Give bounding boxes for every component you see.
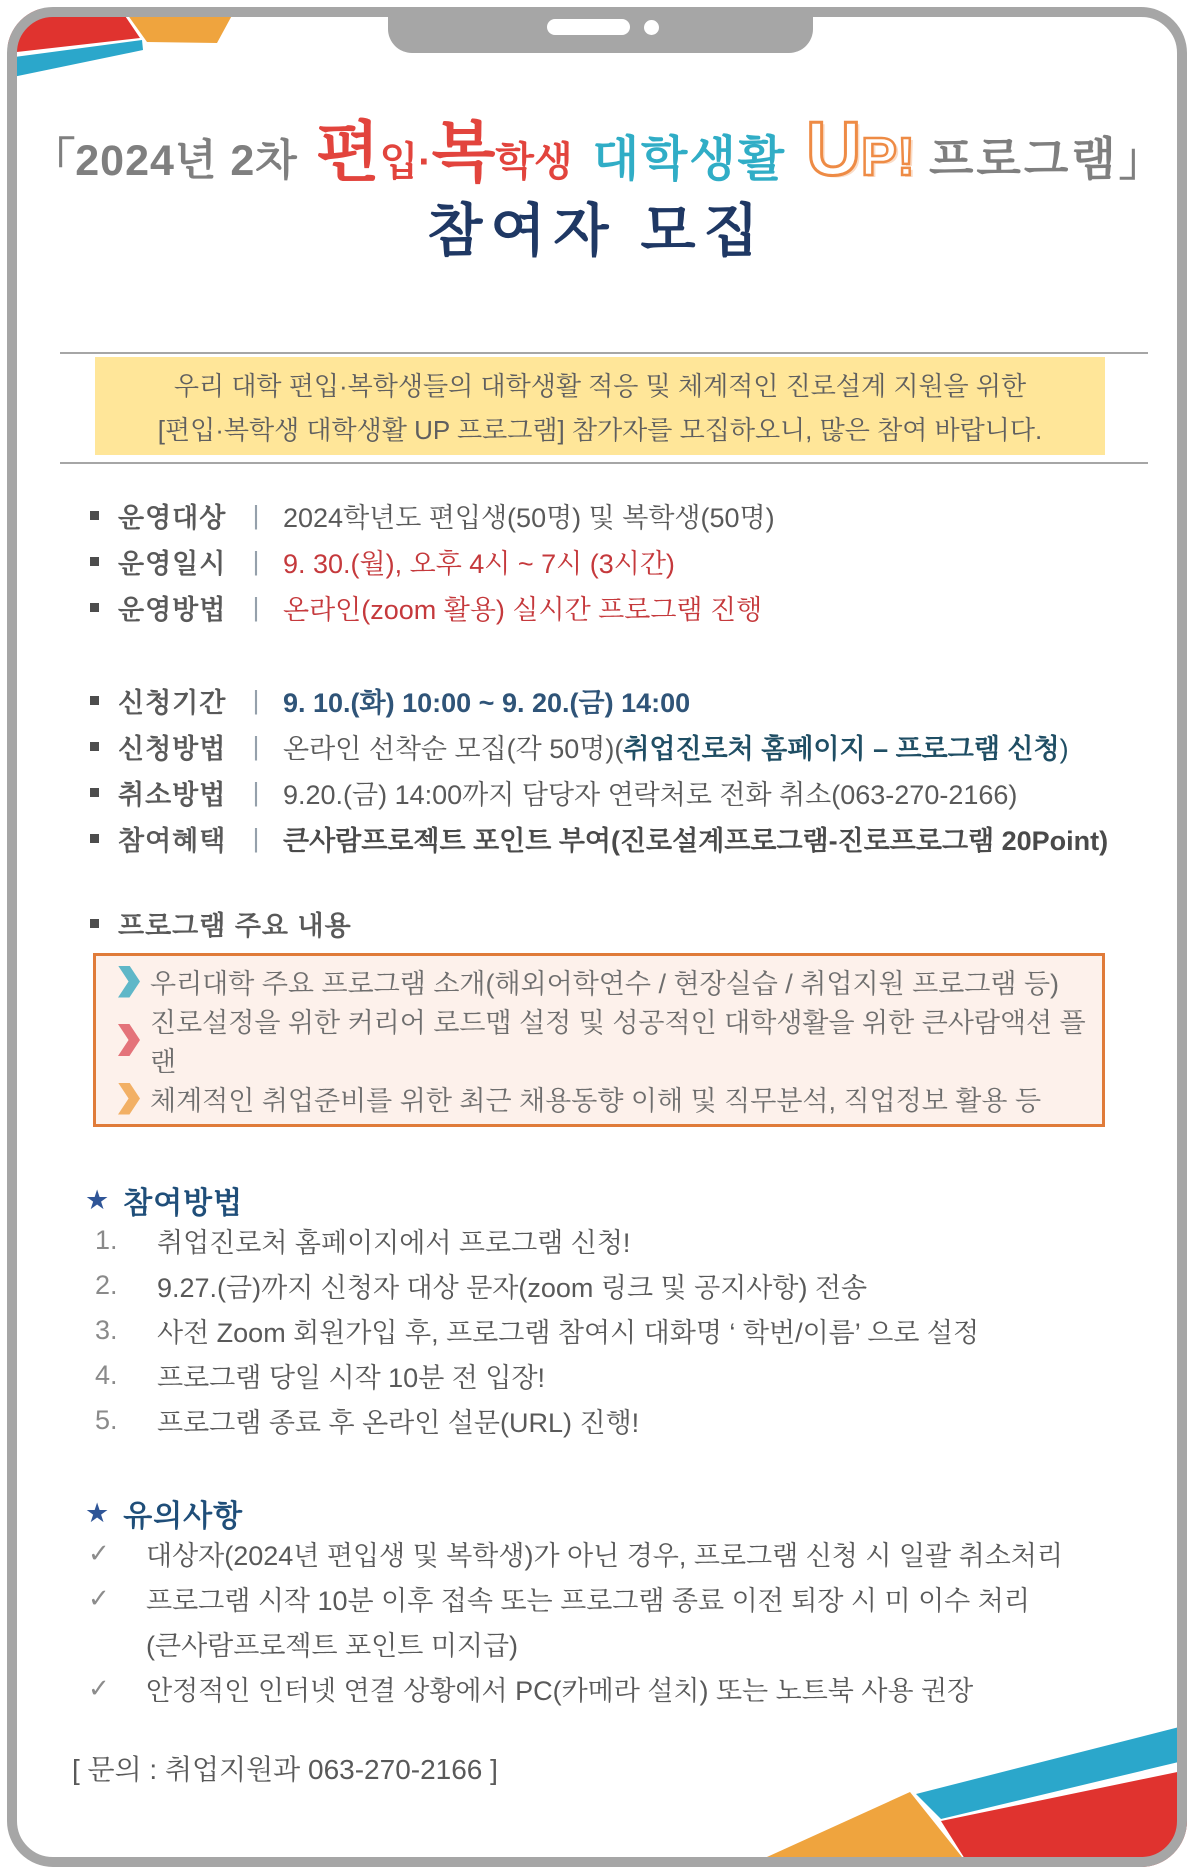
detail-value: 9. 10.(화) 10:00 ~ 9. 20.(금) 14:00 (283, 687, 691, 718)
program-item-text: 우리대학 주요 프로그램 소개(해외어학연수 / 현장실습 / 취업지원 프로그램 등) (150, 969, 1060, 999)
intro-line-2: [편입·복학생 대학생활 UP 프로그램] 참가자를 모집하오니, 많은 참여 바랍니다. (157, 415, 1043, 445)
title-suffix: 프로그램 (929, 133, 1119, 185)
program-item-text: 진로설정을 위한 커리어 로드맵 설정 및 성공적인 대학생활을 위한 큰사람액션 플랜 (150, 1008, 1086, 1077)
detail-value-bold: 취업진로처 홈페이지 – 프로그램 신청 (623, 733, 1060, 764)
contact-info: [ 문의 : 취업지원과 063-270-2166 ] (72, 1754, 498, 1785)
separator-bar: | (252, 730, 260, 761)
top-left-orange-ribbon (7, 7, 1187, 1867)
top-left-blue-ribbon (7, 7, 1187, 1867)
step-number: 4. (95, 1360, 118, 1390)
title-close-bracket: 」 (1118, 134, 1164, 185)
title-red-big-1: 편 (315, 115, 380, 189)
note-text: 대상자(2024년 편입생 및 복학생)가 아닌 경우, 프로그램 신청 시 일괄 취소처리 (146, 1541, 1063, 1571)
separator-bar: | (252, 591, 260, 622)
separator-bar: | (252, 684, 260, 715)
detail-label: 신청방법 (118, 733, 227, 764)
speaker-pill-icon (547, 19, 630, 35)
title-red-big-2: 복 (431, 115, 496, 189)
note-text: 안정적인 인터넷 연결 상황에서 PC(카메라 설치) 또는 노트북 사용 권장 (146, 1676, 974, 1706)
poster-subtitle: 참여자 모집 (427, 199, 767, 263)
notes-heading-text: 유의사항 (123, 1500, 244, 1533)
star-icon: ★ (85, 1497, 110, 1528)
program-item-text: 체계적인 취업준비를 위한 최근 채용동향 이해 및 직무분석, 직업정보 활용 등 (150, 1086, 1042, 1116)
step-number: 3. (95, 1315, 118, 1345)
step-text: 9.27.(금)까지 신청자 대상 문자(zoom 링크 및 공지사항) 전송 (157, 1273, 868, 1303)
detail-value: 온라인(zoom 활용) 실시간 프로그램 진행 (283, 594, 763, 625)
detail-value: 2024학년도 편입생(50명) 및 복학생(50명) (283, 502, 775, 533)
step-text: 사전 Zoom 회원가입 후, 프로그램 참여시 대화명 ‘ 학번/이름’ 으로 설정 (157, 1318, 980, 1348)
detail-value-plain: ) (1059, 733, 1069, 764)
detail-label: 신청기간 (118, 687, 227, 718)
title-up-big: U (806, 107, 861, 192)
detail-label: 운영대상 (118, 502, 227, 533)
camera-dot-icon (644, 20, 659, 35)
note-text: 프로그램 시작 10분 이후 접속 또는 프로그램 종료 이전 퇴장 시 미 이수 처리 (146, 1586, 1030, 1616)
notch (388, 7, 813, 53)
title-red-small-1: 입· (379, 140, 432, 184)
step-number: 1. (95, 1225, 118, 1255)
detail-label: 운영일시 (118, 548, 227, 579)
star-icon: ★ (85, 1184, 110, 1215)
detail-label: 취소방법 (118, 779, 227, 810)
poster-page (7, 7, 1187, 1867)
program-content-heading: 프로그램 주요 내용 (118, 910, 352, 941)
check-icon: ✓ (88, 1538, 110, 1568)
title-prefix: 2024년 2차 (75, 137, 298, 185)
detail-value: 큰사람프로젝트 포인트 부여(진로설계프로그램-진로프로그램 20Point) (283, 825, 1109, 856)
separator-bar: | (252, 776, 260, 807)
title-open-bracket: 「 (30, 134, 76, 185)
note-text: (큰사람프로젝트 포인트 미지급) (146, 1631, 519, 1661)
detail-value-plain: 온라인 선착순 모집(각 50명)( (283, 733, 624, 764)
detail-value: 9. 30.(월), 오후 4시 ~ 7시 (3시간) (283, 548, 675, 579)
intro-line-1: 우리 대학 편입·복학생들의 대학생활 적응 및 체계적인 진로설계 지원을 위한 (173, 371, 1027, 401)
bottom-right-blue-ribbon (7, 7, 1187, 1867)
detail-label: 참여혜택 (118, 825, 227, 856)
step-text: 취업진로처 홈페이지에서 프로그램 신청! (157, 1228, 631, 1258)
title-cyan: 대학생활 (592, 133, 787, 186)
method-heading-text: 참여방법 (123, 1187, 244, 1220)
bottom-right-orange-ribbon (7, 7, 1187, 1867)
bottom-right-red-ribbon (7, 7, 1187, 1867)
detail-label: 운영방법 (118, 594, 227, 625)
top-left-red-ribbon (7, 7, 1187, 1867)
step-number: 2. (95, 1270, 118, 1300)
separator-bar: | (252, 545, 260, 576)
detail-value: 9.20.(금) 14:00까지 담당자 연락처로 전화 취소(063-270-2166) (283, 779, 1018, 810)
separator-bar: | (252, 499, 260, 530)
title-up-small: P! (861, 127, 915, 187)
check-icon: ✓ (88, 1673, 110, 1703)
check-icon: ✓ (88, 1583, 110, 1613)
step-text: 프로그램 당일 시작 10분 전 입장! (157, 1363, 546, 1393)
step-text: 프로그램 종료 후 온라인 설문(URL) 진행! (157, 1408, 640, 1438)
separator-bar: | (252, 822, 260, 853)
step-number: 5. (95, 1405, 118, 1435)
title-red-small-2: 학생 (495, 140, 573, 184)
